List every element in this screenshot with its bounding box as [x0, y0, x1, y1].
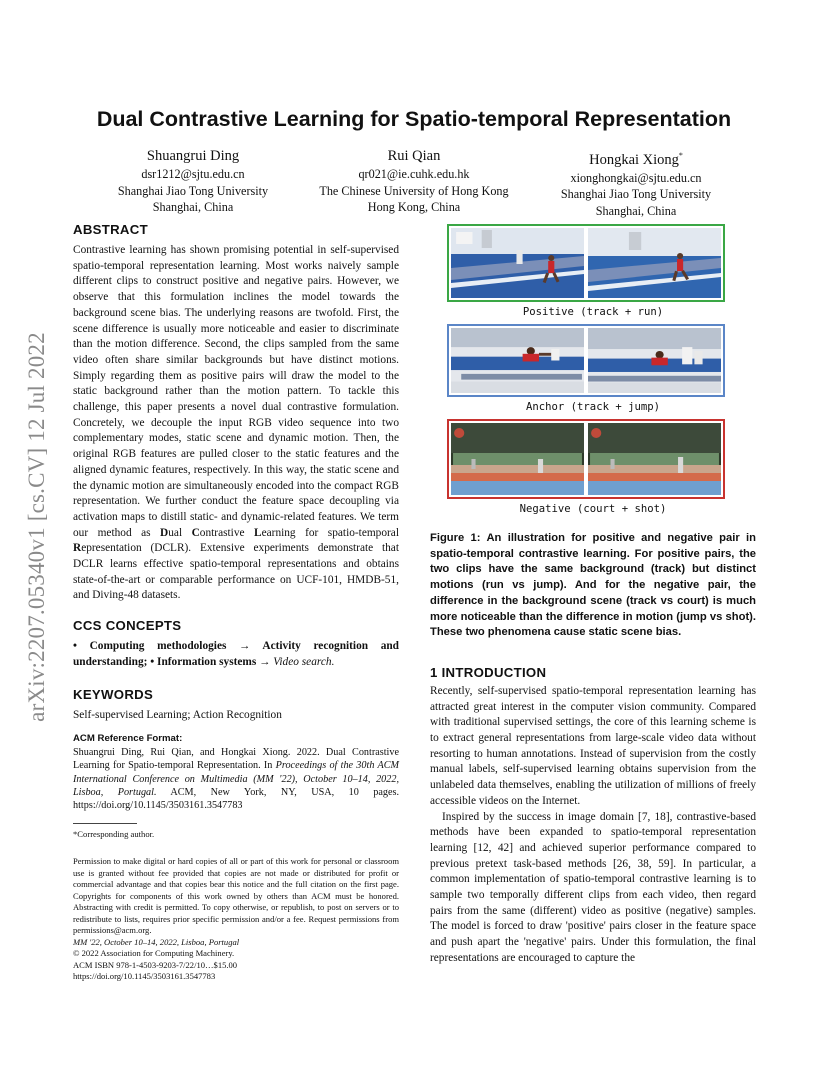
abstract-body: ontrastive [199, 526, 255, 539]
acronym-letter: D [160, 526, 169, 539]
track-jump-frame-1 [451, 328, 584, 393]
corresponding-mark: * [678, 151, 683, 160]
permission-text: Permission to make digital or hard copies of all or part of this work for personal or classroom use is granted without fee provided that copies are not made or distributed for profit or commercial advantage and that copies bear this notice and the full citation on the first page. Copyrights for components of this work owned by others than ACM must be honored. Abstracting with credit is permitted. To copy otherwise, or republish, to post on servers or to redistribute to lists, requires prior specific permission and/or a fee. Request permissions from permissions@acm.org. [73, 856, 399, 936]
track-run-frame-2 [588, 228, 721, 298]
author-location: Hong Kong, China [367, 200, 461, 215]
right-column [430, 224, 756, 967]
acm-ref-body: Shuangrui Ding, Rui Qian, and Hongkai Xiong. 2022. Dual Contrastive Learning for Spatio-temporal Representation. In [73, 746, 399, 772]
figure-caption: Figure 1: An illustration for positive and negative pair in spatio-temporal contrastive learning. For positive pairs, the two clips have the same background (track) but distinct motions (run vs jump). And for the negative pair, the difference in the background scene (track vs court) is much more noticeable than the difference in motion (jump vs shot). These two phenomena cause static scene bias. [430, 532, 756, 639]
ccs-text [73, 639, 399, 670]
acronym-letter: C [191, 526, 200, 539]
acm-ref-heading: ACM Reference Format: [73, 733, 183, 745]
arxiv-stamp [22, 292, 52, 762]
author-email: qr021@ie.cuhk.edu.hk [358, 167, 470, 181]
permission-venue: MM '22, October 10–14, 2022, Lisboa, Portugal [73, 936, 240, 947]
author-affiliation: Shanghai Jiao Tong University [117, 183, 269, 198]
footnote-divider [73, 823, 137, 824]
intro-paragraph-2: Inspired by the success in image domain [7, 18], contrastive-based methods have been expanded to spatio-temporal representation learning [12, 42] and achieved superior performance compared to previous pretext task-based methods [26, 38, 59]. In particular, a common implementation of spatio-temporal contrastive learning is to sample two temporally different clips from each video, then regard pairs from the same (different) video as positive (negative) samples. The model is forced to draw 'positive' pairs closer in the feature space and push apart the 'negative' pairs. Under this formulation, the final representations are encouraged to capture the [430, 810, 756, 964]
ccs-italic: Video search. [270, 655, 335, 668]
court-shot-frame-2 [588, 423, 721, 495]
author-email: dsr1212@sjtu.edu.cn [141, 167, 245, 181]
intro-paragraph-1: Recently, self-supervised spatio-temporal representation learning has attracted great interest in the computer vision community. Compared with traditional supervised settings, the core of this learning scheme is to extract general representations from large-scale video data without resorting to human annotations. Instead of supervision from the costly manual labels, self-supervised learning obtains supervision from the unlabeled data themselves, enabling the utilization of millions of freely accessible videos on the Internet. [430, 684, 756, 807]
abstract-body: ual [168, 526, 192, 539]
figure-row-negative [447, 419, 725, 499]
keywords-heading: KEYWORDS [73, 686, 154, 702]
abstract-text [73, 243, 399, 604]
figure-row-positive [447, 224, 725, 302]
figure-label-anchor: Anchor (track + jump) [526, 401, 660, 413]
author-1 [73, 146, 313, 216]
acronym-letter: R [73, 542, 82, 555]
arxiv-stamp-text: arXiv:2207.05340v1 [cs.CV] 12 Jul 2022 [24, 332, 49, 722]
abstract-body: earning for spatio-temporal [261, 526, 399, 539]
court-shot-frame-1 [451, 423, 584, 495]
author-2 [294, 146, 534, 216]
figure-row-anchor [447, 324, 725, 397]
figure-label-positive: Positive (track + run) [522, 306, 664, 318]
acm-ref-italic: Proceedings of the 30th ACM International Conference on Multimedia (MM '22), October 10–14, 2022, Lisboa, Portugal. [73, 760, 399, 798]
paper-title: Dual Contrastive Learning for Spatio-temporal Representation [96, 107, 732, 131]
acronym-letter: L [254, 526, 262, 539]
author-name-row [516, 146, 756, 170]
permission-isbn: ACM ISBN 978-1-4503-9203-7/22/10…$15.00 [73, 959, 238, 970]
figure-1 [430, 224, 756, 515]
author-email: xionghongkai@sjtu.edu.cn [570, 170, 702, 185]
acm-ref-body: ACM, New York, NY, USA, 10 pages. https://doi.org/10.1145/3503161.3547783 [73, 786, 399, 812]
author-affiliation: The Chinese University of Hong Kong [319, 183, 509, 198]
author-location: Shanghai, China [152, 200, 234, 215]
author-location: Shanghai, China [595, 204, 677, 219]
author-name: Rui Qian [387, 148, 441, 164]
footnote: *Corresponding author. [73, 828, 155, 839]
permission-copyright: © 2022 Association for Computing Machinery. [73, 948, 235, 959]
intro-heading: 1 INTRODUCTION [430, 664, 547, 680]
author-3 [516, 146, 756, 220]
abstract-body: epresentation (DCLR). Extensive experiments demonstrate that DCLR learns effective spatio-temporal representations and obtains state-of-the-art or comparable performance on UCF-101, HMDB-51, and Diving-48 datasets. [73, 542, 399, 602]
track-jump-frame-2 [588, 328, 721, 393]
abstract-body: Contrastive learning has shown promising potential in self-supervised spatio-temporal representation learning. Most works naively sample different clips to construct positive and negative pairs. However, we observe that this formulation inclines the model towards the background scene bias. The underlying reasons are twofold. First, the scene difference is usually more noticeable and easier to discriminate than the motion difference. Second, the clips sampled from the same video often share similar backgrounds but have distinct motions. Simply regarding them as positive pairs will draw the model to the static background rather than the motion pattern. To tackle this challenge, this paper presents a novel dual contrastive formulation. Concretely, we decouple the input RGB video sequence into two complementary modes, static scene and dynamic motion. Then, the original RGB features are pulled closer to the static features and the aligned dynamic features, respectively. In this way, the static scene and the dynamic motion are simultaneously encoded into the compact RGB representation. We further conduct the feature space decoupling via activation maps to distill static- and dynamic-related features. We term our method as [73, 244, 399, 539]
ccs-bold: • Computing methodologies → Activity recognition and understanding; • Information systems → [73, 640, 399, 668]
permission-doi: https://doi.org/10.1145/3503161.3547783 [73, 971, 216, 982]
left-column [73, 222, 399, 983]
keywords-text: Self-supervised Learning; Action Recognition [73, 708, 282, 721]
ccs-heading: CCS CONCEPTS [73, 618, 182, 634]
abstract-heading: ABSTRACT [73, 222, 148, 237]
author-affiliation: Shanghai Jiao Tong University [560, 187, 712, 202]
figure-label-negative: Negative (court + shot) [519, 503, 667, 515]
author-name: Shuangrui Ding [146, 148, 240, 164]
author-name: Hongkai Xiong [589, 151, 679, 168]
acm-ref-text [73, 746, 399, 813]
track-run-frame-1 [451, 228, 584, 298]
